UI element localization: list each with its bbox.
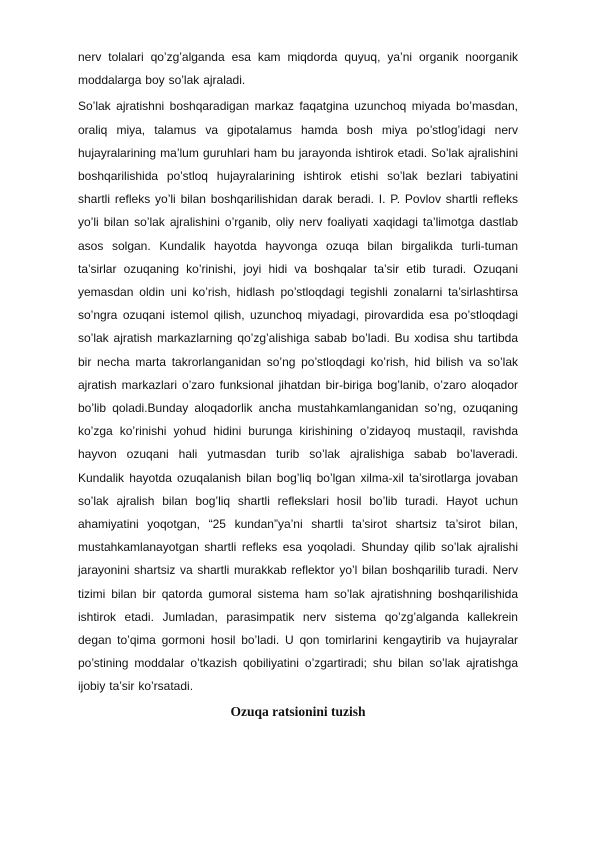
section-heading: Ozuqa ratsionini tuzish <box>230 703 366 719</box>
paragraph-intro: nerv tolalari qo’zg’alganda esa kam miqdorda quyuq, ya’ni organik noorganik moddalarga boy so’lak ajraladi. <box>78 50 518 88</box>
document-page <box>78 46 518 723</box>
paragraph-main: So’lak ajratishni boshqaradigan markaz faqatgina uzunchoq miyada bo’masdan, oraliq miya, talamus va gipotalamus hamda bosh miya po’stlog’idagi nerv hujayralarining ma’lum guruhlari ham bu jarayonda ishtirok etadi. So’lak ajralishini boshqarilishida po’stloq hujayralarining ishtirok etishi so’lak bezlari tabiyatini shartli refleks yo’li bilan boshqarilishidan darak beradi. I. P. Povlov shartli refleks yo’li bilan so’lak ajralishini o’rganib, oliy nerv foaliyati xaqidagi ta’limotga dastlab asos solgan. Kundalik hayotda hayvonga ozuqa bilan birgalikda turli-tuman ta’sirlar ozuqaning ko’rinishi, joyi hidi va boshqalar ta’sir etib turadi. Ozuqani yemasdan oldin uni ko’rish, hidlash po’stloqdagi tegishli zonalarni ta’sirlashtirsa so’ngra ozuqani istemol qilish, uzunchoq miyadagi, pirovardida esa po’stloqdagi so’lak ajratish markazlarning qo’zg’alishiga sabab bo’ladi. Bu xodisa shu tartibda bir necha marta takrorlanganidan so’ng po’stloqdagi ko’rish, hid bilish va so’lak ajratish markazlari o’zaro funksional jihatdan bir-biriga bog’lanib, o’zaro aloqador bo’lib qoladi.Bunday aloqadorlik ancha mustahkamlanganidan so’ng, ozuqaning ko’zga ko’rinishi yohud hidini burunga kirishining o’zidayoq mustaqil, ravishda hayvon ozuqani hali yutmasdan turib so’lak ajralishiga sabab bo’laveradi. Kundalik hayotda ozuqalanish bilan bog’liq bo’lgan xilma-xil ta’sirotlarga jovaban so’lak ajralish bilan bog’liq shartli reflekslari hosil bo’lib turadi. Hayot uchun ahamiyatini yoqotgan, “25 kundan”ya’ni shartli ta’sirot shartsiz ta’sirot bilan, mustahkamlanayotgan shartli refleks esa yoqoladi. Shunday qilib so’lak ajralishi jarayonini shartsiz va shartli murakkab reflektor yo’l bilan boshqarilib turadi. Nerv tizimi bilan bir qatorda gumoral sistema ham so’lak ajratishning boshqarilishida ishtirok etadi. Jumladan, parasimpatik nerv sistema qo’zg’alganda kallekrein degan to’qima gormoni hosil bo’ladi. U qon tomirlarini kengaytirib va hujayralar po’stining moddalar o’tkazish qobiliyatini o’zgartiradi; shu bilan so’lak ajratishga ijobiy ta’sir ko’rsatadi. <box>78 99 518 694</box>
